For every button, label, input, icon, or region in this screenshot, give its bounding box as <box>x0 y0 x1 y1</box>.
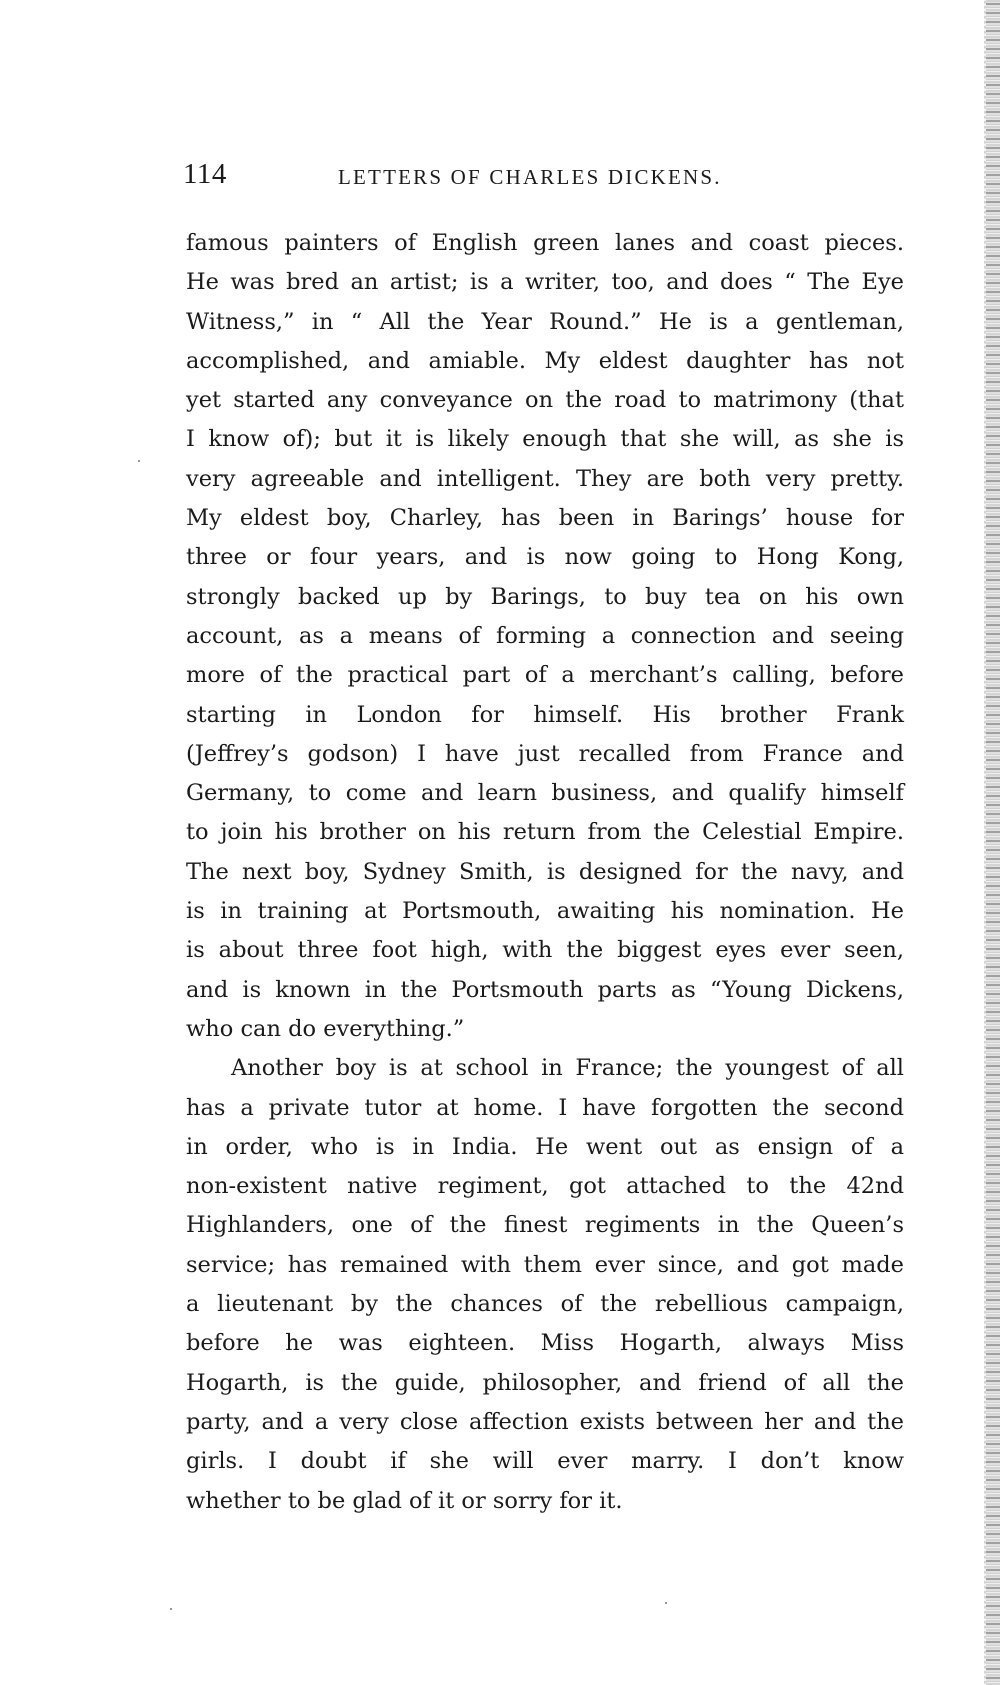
paragraph-1 <box>186 224 904 1049</box>
paragraph-2 <box>186 1049 904 1521</box>
text-line: service; has remained with them ever since, and got made <box>186 1251 904 1278</box>
text-line: to join his brother on his return from the Celestial Empire. <box>186 819 904 846</box>
text-line: Highlanders, one of the finest regiments in the Queen’s <box>186 1212 904 1239</box>
text-line: Germany, to come and learn business, and qualify himself <box>186 780 904 807</box>
text-line: is about three foot high, with the biggest eyes ever seen, <box>186 937 904 964</box>
paper-speck <box>138 460 140 462</box>
text-line: Another boy is at school in France; the youngest of all <box>231 1055 904 1082</box>
book-spine-edge <box>986 0 1000 1685</box>
text-line: Witness,” in “ All the Year Round.” He is a gentleman, <box>186 308 904 335</box>
text-line: girls. I doubt if she will ever marry. I don’t know <box>186 1448 904 1475</box>
text-line: who can do everything.” <box>186 1015 465 1042</box>
running-title: LETTERS OF CHARLES DICKENS. <box>338 165 722 189</box>
text-line: whether to be glad of it or sorry for it. <box>186 1487 623 1514</box>
text-line: a lieutenant by the chances of the rebellious campaign, <box>186 1291 904 1318</box>
text-line: The next boy, Sydney Smith, is designed for the navy, and <box>186 858 904 885</box>
text-line: starting in London for himself. His brother Frank <box>186 701 904 728</box>
text-line: three or four years, and is now going to Hong Kong, <box>186 544 904 571</box>
paper-speck <box>170 1608 172 1610</box>
text-line: (Jeffrey’s godson) I have just recalled from France and <box>186 740 904 767</box>
page-number: 114 <box>183 158 227 190</box>
text-line: famous painters of English green lanes and coast pieces. <box>186 230 904 256</box>
text-line: Hogarth, is the guide, philosopher, and friend of all the <box>186 1369 904 1396</box>
text-line: very agreeable and intelligent. They are both very pretty. <box>186 465 904 492</box>
text-line: party, and a very close affection exists between her and the <box>186 1408 904 1435</box>
text-line: He was bred an artist; is a writer, too, and does “ The Eye <box>186 269 904 296</box>
text-line: has a private tutor at home. I have forgotten the second <box>186 1094 904 1121</box>
text-line: and is known in the Portsmouth parts as “Young Dickens, <box>186 976 904 1003</box>
text-line: more of the practical part of a merchant’s calling, before <box>186 662 904 689</box>
body-text <box>186 224 904 1521</box>
paper-speck <box>665 1602 667 1604</box>
text-line: yet started any conveyance on the road to matrimony (that <box>186 387 904 414</box>
text-line: accomplished, and amiable. My eldest daughter has not <box>186 347 904 374</box>
text-line: account, as a means of forming a connection and seeing <box>186 622 904 649</box>
running-head <box>183 158 923 198</box>
text-line: My eldest boy, Charley, has been in Barings’ house for <box>186 505 904 532</box>
text-line: I know of); but it is likely enough that she will, as she is <box>186 426 904 453</box>
text-line: is in training at Portsmouth, awaiting his nomination. He <box>186 898 904 925</box>
text-line: in order, who is in India. He went out as ensign of a <box>186 1133 904 1160</box>
text-line: strongly backed up by Barings, to buy tea on his own <box>186 583 904 610</box>
text-line: non-existent native regiment, got attached to the 42nd <box>186 1173 904 1200</box>
text-line: before he was eighteen. Miss Hogarth, always Miss <box>186 1330 904 1357</box>
